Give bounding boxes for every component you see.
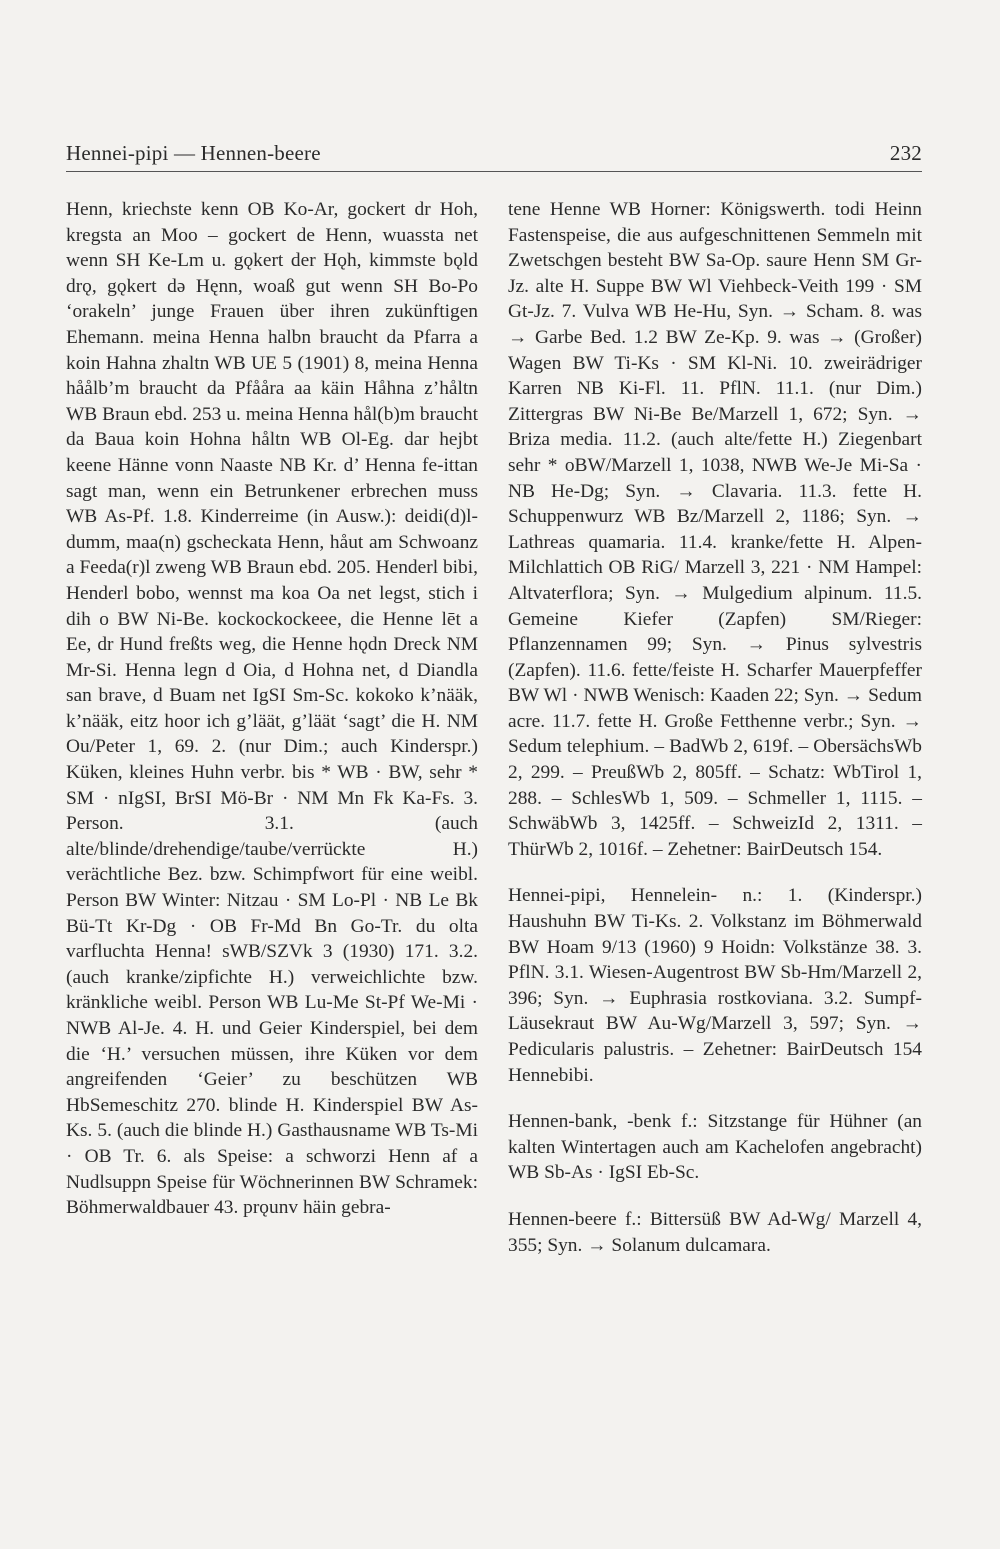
entry-henne-continuation-right: tene Henne WB Horner: Königswerth. todi Heinn Fastenspeise, die aus aufgeschnittenen Semmeln mit Zwetschgen besteht BW Sa-Op. saure Henn SM Gr-Jz. alte H. Suppe BW Wl Viehbeck-Veith 199 · SM Gt-Jz. 7. Vulva WB He-Hu, Syn. → Scham. 8. was → Garbe Bed. 1.2 BW Ze-Kp. 9. was → (Großer) Wagen BW Ti-Ks · SM Kl-Ni. 10. zweirädriger Karren NB Ki-Fl. 11. PflN. 11.1. (nur Dim.) Zittergras BW Ni-Be Be/Marzell 1, 672; Syn. → Briza media. 11.2. (auch alte/fette H.) Ziegenbart sehr * oBW/Marzell 1, 1038, NWB We-Je Mi-Sa · NB He-Dg; Syn. → Clavaria. 11.3. fette H. Schuppenwurz WB Bz/Marzell 2, 1186; Syn. → Lathreas quamaria. 11.4. kranke/fette H. Alpen-Milchlattich OB RiG/ Marzell 3, 221 · NM Hampel: Altvaterflora; Syn. → Mulgedium alpinum. 11.5. Gemeine Kiefer (Zapfen) SM/Rieger: Pflanzennamen 99; Syn. → Pinus sylvestris (Zapfen). 11.6. fette/feiste H. Scharfer Mauerpfeffer BW Wl · NWB Wenisch: Kaaden 22; Syn. → Sedum acre. 11.7. fette H. Große Fetthenne verbr.; Syn. → Sedum telephium. – BadWb 2, 619f. – ObersächsWb 2, 299. – PreußWb 2, 805ff. – Schatz: WbTirol 1, 288. – SchlesWb 1, 509. – Schmeller 1, 1115. – SchwäbWb 3, 1425ff. – SchweizId 2, 1311. – ThürWb 2, 1016f. – Zehetner: BairDeutsch 154. <box>508 199 922 860</box>
header-rule <box>66 171 922 172</box>
page-number: 232 <box>889 141 922 165</box>
left-column <box>66 197 478 1221</box>
running-head <box>66 141 922 166</box>
entry-hennen-beere: Hennen-beere f.: Bittersüß BW Ad-Wg/ Marzell 4, 355; Syn. → Solanum dulcamara. <box>508 1208 922 1256</box>
entry-hennen-bank: Hennen-bank, -benk f.: Sitzstange für Hühner (an kalten Wintertagen auch am Kachelofen angebracht) WB Sb-As · IgSI Eb-Sc. <box>508 1111 922 1184</box>
running-head-title: Hennei-pipi — Hennen-beere <box>66 141 321 165</box>
entry-henne-continuation: Henn, kriechste kenn OB Ko-Ar, gockert dr Hoh, kregsta an Moo – gockert de Henn, wuassta net wenn SH Ke-Lm u. gǫkert der Hǫh, kimmste bǫld drǫ, gǫkert də Hęnn, woaß gut wenn SH Bo-Po ‘orakeln’ junge Frauen über ihren zukünftigen Ehemann. meina Henna halbn braucht da Pfarra a koin Hahna zhaltn WB UE 5 (1901) 8, meina Henna håålb’m braucht da Pfååra aa käin Håhna z’håltn WB Braun ebd. 253 u. meina Henna hål(b)m braucht da Baua koin Hohna håltn WB Ol-Eg. dar hejbt keene Hänne vonn Naaste NB Kr. d’ Henna fe-ittan sagt man, wenn ein Betrunkener erbrechen muss WB As-Pf. 1.8. Kinderreime (in Ausw.): deidi(d)l-dumm, maa(n) gscheckata Henn, håut am Schwoanz a Feeda(r)l zweng WB Braun ebd. 205. Henderl bibi, Henderl bobo, wennst ma koa Oa net legst, stich i dih o BW Ni-Be. kockockockeee, die Henne lēt a Ee, dr Hund freßts weg, die Henne hǫdn Dreck NM Mr-Si. Henna legn d Oia, d Hohna net, d Diandla san brave, d Buam net IgSI Sm-Sc. kokoko k’nääk, k’nääk, eitz hoor ich g’läät, g’läät ‘sagt’ die H. NM Ou/Peter 1, 69. 2. (nur Dim.; auch Kinderspr.) Küken, kleines Huhn verbr. bis * WB · BW, sehr * SM · nIgSI, BrSI Mö-Br · NM Mn Fk Ka-Fs. 3. Person. 3.1. (auch alte/blinde/drehendige/taube/verrückte H.) verächtliche Bez. bzw. Schimpfwort für eine weibl. Person BW Winter: Nitzau · SM Lo-Pl · NB Le Bk Bü-Tt Kr-Dg · OB Fr-Md Bn Go-Tr. du olta varfluchta Henna! sWB/SZVk 3 (1930) 171. 3.2. (auch kranke/zipfichte H.) verweichlichte bzw. kränkliche weibl. Person WB Lu-Me St-Pf We-Mi · NWB Al-Je. 4. H. und Geier Kinderspiel, bei dem die ‘H.’ versuchen müssen, ihre Küken vor dem angreifenden ‘Geier’ zu beschützen WB HbSemeschitz 270. blinde H. Kinderspiel BW As-Ks. 5. (auch die blinde H.) Gasthausname WB Ts-Mi · OB Tr. 6. als Speise: a schworzi Henn af a Nudlsuppn Speise für Wöchnerinnen BW Schramek: Böhmerwaldbauer 43. prǫunv häin gebra- <box>66 199 478 1219</box>
right-column <box>508 197 922 1258</box>
entry-hennei-pipi: Hennei-pipi, Hennelein- n.: 1. (Kinderspr.) Haushuhn BW Ti-Ks. 2. Volkstanz im Böhmerwald BW Hoam 9/13 (1960) 9 Hoidn: Volkstänze 38. 3. PflN. 3.1. Wiesen-Augentrost BW Sb-Hm/Marzell 2, 396; Syn. → Euphrasia rostkoviana. 3.2. Sumpf-Läusekraut BW Au-Wg/Marzell 3, 597; Syn. → Pedicularis palustris. – Zehetner: BairDeutsch 154 Hennebibi. <box>508 885 922 1086</box>
